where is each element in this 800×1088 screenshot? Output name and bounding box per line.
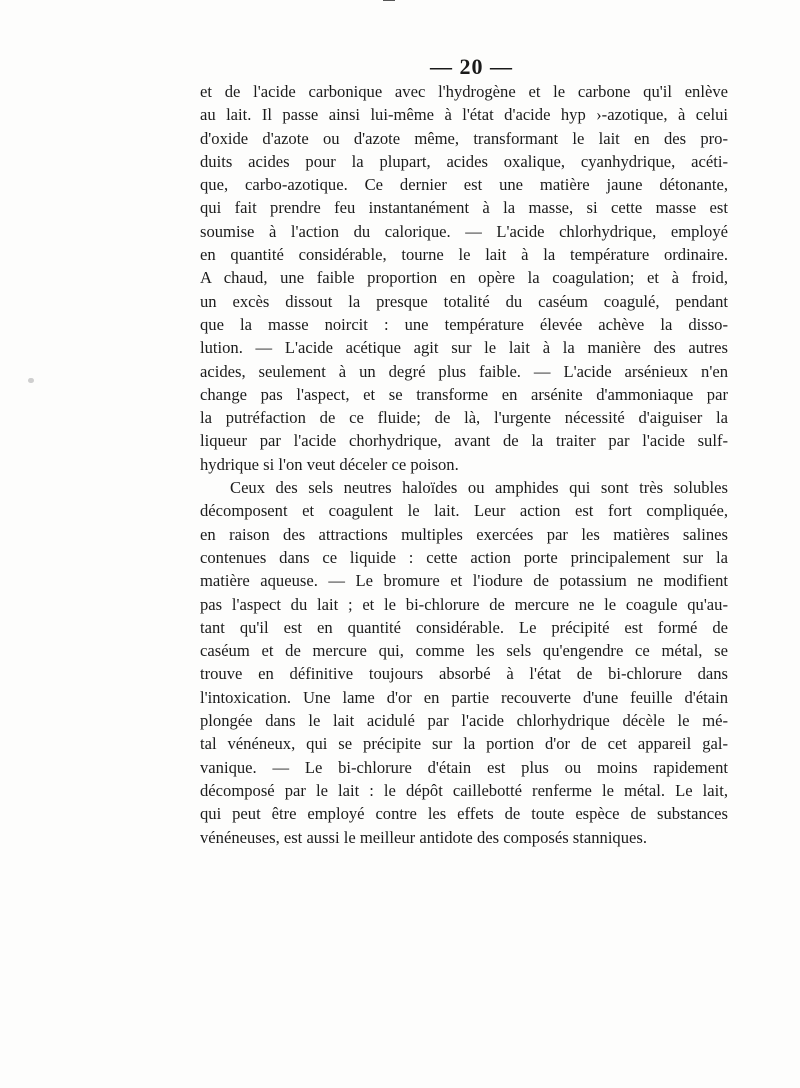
text-line: en raison des attractions multiples exercées par les matières salines	[200, 524, 728, 544]
text-line: qui peut être employé contre les effets de toute espèce de substances	[200, 804, 728, 824]
page-number: — 20 —	[430, 54, 513, 79]
text-line: A chaud, une faible proportion en opère la coagulation; et à froid,	[200, 268, 728, 288]
text-line: et de l'acide carbonique avec l'hydrogène et le carbone qu'il enlève	[200, 82, 728, 101]
text-line: matière aqueuse. — Le bromure et l'iodure de potassium ne modifient	[200, 571, 728, 591]
text-line: au lait. Il passe ainsi lui-même à l'état d'acide hyp ›-azotique, à celui	[200, 105, 728, 125]
text-line: que la masse noircit : une température élevée achève la disso-	[200, 314, 728, 334]
text-line: plongée dans le lait acidulé par l'acide chlorhydrique décèle le mé-	[200, 711, 728, 731]
text-line: pas l'aspect du lait ; et le bi-chlorure de mercure ne le coagule qu'au-	[200, 594, 728, 614]
body-text	[200, 80, 728, 849]
text-line: acides, seulement à un degré plus faible. — L'acide arsénieux n'en	[200, 361, 728, 381]
text-line: caséum et de mercure qui, comme les sels qu'engendre ce métal, se	[200, 641, 728, 661]
text-line: hydrique si l'on veut déceler ce poison.	[200, 454, 459, 474]
text-line: en quantité considérable, tourne le lait à la température ordinaire.	[200, 245, 728, 265]
text-line: la putréfaction de ce fluide; de là, l'urgente nécessité d'aiguiser la	[200, 408, 728, 428]
text-line: décomposent et coagulent le lait. Leur action est fort compliquée,	[200, 501, 728, 521]
text-line: l'intoxication. Une lame d'or en partie recouverte d'une feuille d'étain	[200, 687, 728, 707]
text-line: lution. — L'acide acétique agit sur le lait à la manière des autres	[200, 338, 728, 358]
text-line: duits acides pour la plupart, acides oxalique, cyanhydrique, acéti-	[200, 151, 728, 171]
text-line: change pas l'aspect, et se transforme en arsénite d'ammoniaque par	[200, 384, 728, 404]
text-line: tant qu'il est en quantité considérable. Le précipité est formé de	[200, 617, 728, 637]
text-line: vanique. — Le bi-chlorure d'étain est plus ou moins rapidement	[200, 757, 728, 777]
text-line: qui fait prendre feu instantanément à la masse, si cette masse est	[200, 198, 728, 218]
text-line: soumise à l'action du calorique. — L'acide chlorhydrique, employé	[200, 221, 728, 241]
paragraph	[200, 80, 728, 476]
text-line: vénéneuses, est aussi le meilleur antidote des composés stanniques.	[200, 827, 648, 847]
text-line: un excès dissout la presque totalité du caséum coagulé, pendant	[200, 291, 728, 311]
text-line: contenues dans ce liquide : cette action porte principalement sur la	[200, 547, 728, 567]
text-line: que, carbo-azotique. Ce dernier est une matière jaune détonante,	[200, 175, 728, 195]
text-line: décomposé par le lait : le dépôt caillebotté renferme le métal. Le lait,	[200, 780, 728, 800]
top-edge-mark	[383, 0, 395, 1]
paper-speck	[28, 378, 34, 383]
text-line: d'oxide d'azote ou d'azote même, transformant le lait en des pro-	[200, 128, 728, 148]
text-line: liqueur par l'acide chorhydrique, avant de la traiter par l'acide sulf-	[200, 431, 728, 451]
paragraph	[200, 476, 728, 849]
text-line: tal vénéneux, qui se précipite sur la portion d'or de cet appareil gal-	[200, 734, 728, 754]
text-line: Ceux des sels neutres haloïdes ou amphides qui sont très solubles	[230, 478, 728, 498]
text-line: trouve en définitive toujours absorbé à l'état de bi-chlorure dans	[200, 664, 728, 684]
